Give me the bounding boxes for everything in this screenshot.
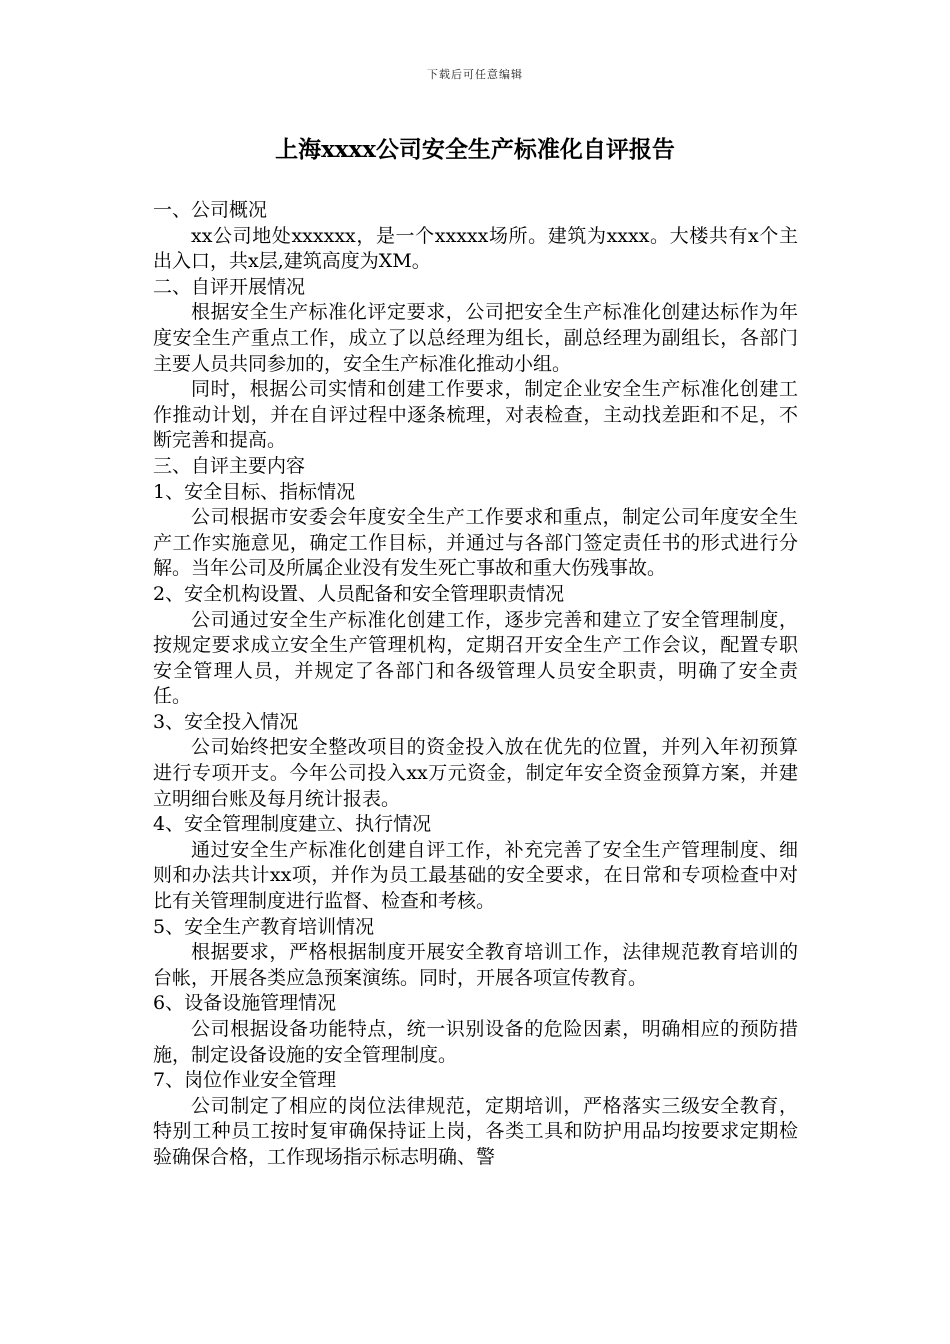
- section-heading: 一、公司概况: [153, 199, 268, 221]
- section-heading: 三、自评主要内容: [153, 454, 306, 477]
- paragraph: 公司制定了相应的岗位法律规范，定期培训，严格落实三级安全教育，特别工种员工按时复审确保持证上岗，各类工具和防护用品均按要求定期检验确保合格，工作现场指示标志明确、警: [153, 1094, 798, 1168]
- page-header-note: 下载后可任意编辑: [427, 68, 523, 81]
- paragraph: 公司通过安全生产标准化创建工作，逐步完善和建立了安全管理制度，按规定要求成立安全生产管理机构，定期召开安全生产工作会议，配置专职安全管理人员，并规定了各部门和各级管理人员安全职责，明确了安全责任。: [153, 608, 798, 708]
- section-heading: 二、自评开展情况: [153, 275, 306, 298]
- document-title: 上海xxxx公司安全生产标准化自评报告: [275, 136, 675, 163]
- subsection-heading: 5、安全生产教育培训情况: [153, 915, 375, 938]
- paragraph: xx公司地处xxxxxx，是一个xxxxx场所。建筑为xxxx。大楼共有x个主出入口，共x层,建筑高度为XM。: [153, 224, 798, 273]
- paragraph: 根据要求，严格根据制度开展安全教育培训工作，法律规范教育培训的台帐，开展各类应急预案演练。同时，开展各项宣传教育。: [153, 941, 798, 989]
- paragraph: 根据安全生产标准化评定要求，公司把安全生产标准化创建达标作为年度安全生产重点工作，成立了以总经理为组长，副总经理为副组长，各部门主要人员共同参加的，安全生产标准化推动小组。: [153, 301, 798, 375]
- subsection-heading: 2、安全机构设置、人员配备和安全管理职责情况: [153, 582, 565, 605]
- subsection-heading: 6、设备设施管理情况: [153, 992, 337, 1015]
- paragraph: 公司根据市安委会年度安全生产工作要求和重点，制定公司年度安全生产工作实施意见，确定工作目标，并通过与各部门签定责任书的形式进行分解。当年公司及所属企业没有发生死亡事故和重大伤残事故。: [153, 506, 798, 580]
- paragraph: 同时，根据公司实情和创建工作要求，制定企业安全生产标准化创建工作推动计划，并在自评过程中逐条梳理，对表检查，主动找差距和不足，不断完善和提高。: [153, 378, 798, 452]
- subsection-heading: 3、安全投入情况: [153, 710, 299, 733]
- paragraph: 通过安全生产标准化创建自评工作，补充完善了安全生产管理制度、细则和办法共计xx项，并作为员工最基础的安全要求，在日常和专项检查中对比有关管理制度进行监督、检查和考核。: [153, 838, 798, 913]
- subsection-heading: 7、岗位作业安全管理: [153, 1069, 337, 1092]
- subsection-heading: 4、安全管理制度建立、执行情况: [153, 813, 432, 836]
- paragraph: 公司根据设备功能特点，统一识别设备的危险因素，明确相应的预防措施，制定设备设施的安全管理制度。: [153, 1018, 798, 1066]
- document-body: [153, 198, 798, 1171]
- paragraph: 公司始终把安全整改项目的资金投入放在优先的位置，并列入年初预算进行专项开支。今年公司投入xx万元资金，制定年安全资金预算方案，并建立明细台账及每月统计报表。: [153, 736, 798, 810]
- subsection-heading: 1、安全目标、指标情况: [153, 480, 356, 503]
